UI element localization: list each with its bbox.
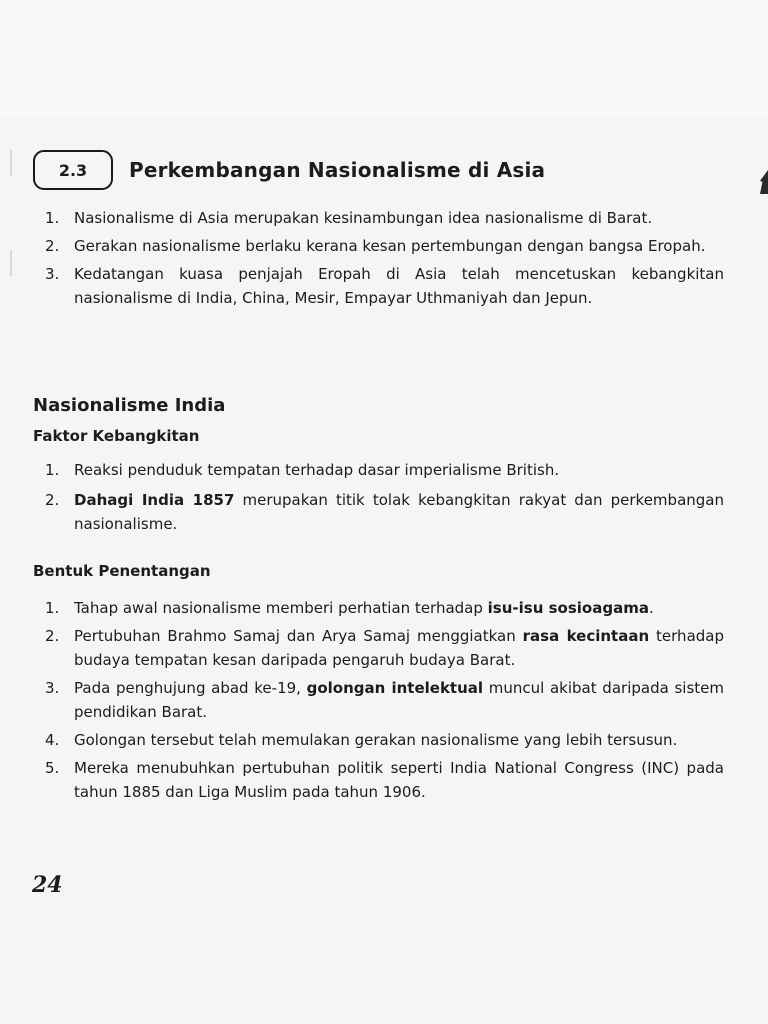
- item-text: merupakan titik tolak kebangkitan rakyat dan perkembangan nasionalisme.: [74, 491, 724, 533]
- section-number-box: [33, 150, 113, 190]
- list-item: [0, 234, 768, 258]
- item-number: 3.: [45, 265, 60, 283]
- item-text: Tahap awal nasionalisme memberi perhatian terhadap: [74, 599, 488, 617]
- item-text: Gerakan nasionalisme berlaku kerana kesan pertembungan dengan bangsa Eropah.: [74, 237, 706, 255]
- section-number: 2.3: [58, 160, 88, 180]
- list-item: [0, 488, 768, 536]
- item-bold-text: isu-isu sosioagama: [487, 599, 649, 617]
- item-number: 1.: [45, 599, 60, 617]
- list-item: [0, 676, 768, 724]
- list-item: [0, 756, 768, 804]
- item-text: .: [648, 599, 654, 617]
- list-item: [0, 596, 768, 620]
- list-item: [0, 624, 768, 672]
- item-text: terhadap budaya tempatan kesan daripada pengaruh budaya Barat.: [74, 627, 724, 669]
- item-text: Golongan tersebut telah memulakan gerakan nasionalisme yang lebih tersusun.: [74, 731, 678, 749]
- item-number: 1.: [45, 209, 60, 227]
- list-item: [0, 728, 768, 752]
- item-text: Reaksi penduduk tempatan terhadap dasar imperialisme British.: [74, 461, 560, 479]
- intro-list: [0, 206, 768, 314]
- item-text: Pada penghujung abad ke-19,: [74, 679, 307, 697]
- item-number: 1.: [45, 461, 60, 479]
- bentuk-heading: Bentuk Penentangan: [33, 562, 211, 580]
- faktor-heading: Faktor Kebangkitan: [33, 427, 200, 445]
- item-number: 2.: [45, 491, 60, 509]
- item-bold-text: rasa kecintaan: [522, 627, 650, 645]
- item-text: Kedatangan kuasa penjajah Eropah di Asia telah mencetuskan kebangkitan nasionalisme di India, China, Mesir, Empayar Uthmaniyah dan Jepun.: [74, 265, 724, 307]
- item-number: 3.: [45, 679, 60, 697]
- section-header: [33, 150, 545, 190]
- item-number: 2.: [45, 237, 60, 255]
- item-text: Pertubuhan Brahmo Samaj dan Arya Samaj menggiatkan: [74, 627, 523, 645]
- bentuk-list: [0, 596, 768, 808]
- faktor-list: [0, 458, 768, 542]
- item-bold-text: Dahagi India 1857: [74, 491, 235, 509]
- item-text: Mereka menubuhkan pertubuhan politik seperti India National Congress (INC) pada tahun 1885 dan Liga Muslim pada tahun 1906.: [74, 759, 724, 801]
- item-number: 4.: [45, 731, 60, 749]
- item-text: Nasionalisme di Asia merupakan kesinambungan idea nasionalisme di Barat.: [74, 209, 653, 227]
- item-number: 2.: [45, 627, 60, 645]
- list-item: [0, 206, 768, 230]
- list-item: [0, 458, 768, 482]
- item-text: muncul akibat daripada sistem pendidikan Barat.: [74, 679, 724, 721]
- item-bold-text: golongan intelektual: [306, 679, 484, 697]
- list-item: [0, 262, 768, 310]
- section-title: Perkembangan Nasionalisme di Asia: [129, 158, 546, 182]
- subsection-heading: Nasionalisme India: [33, 395, 226, 416]
- page-number: 24: [32, 872, 63, 898]
- item-number: 5.: [45, 759, 60, 777]
